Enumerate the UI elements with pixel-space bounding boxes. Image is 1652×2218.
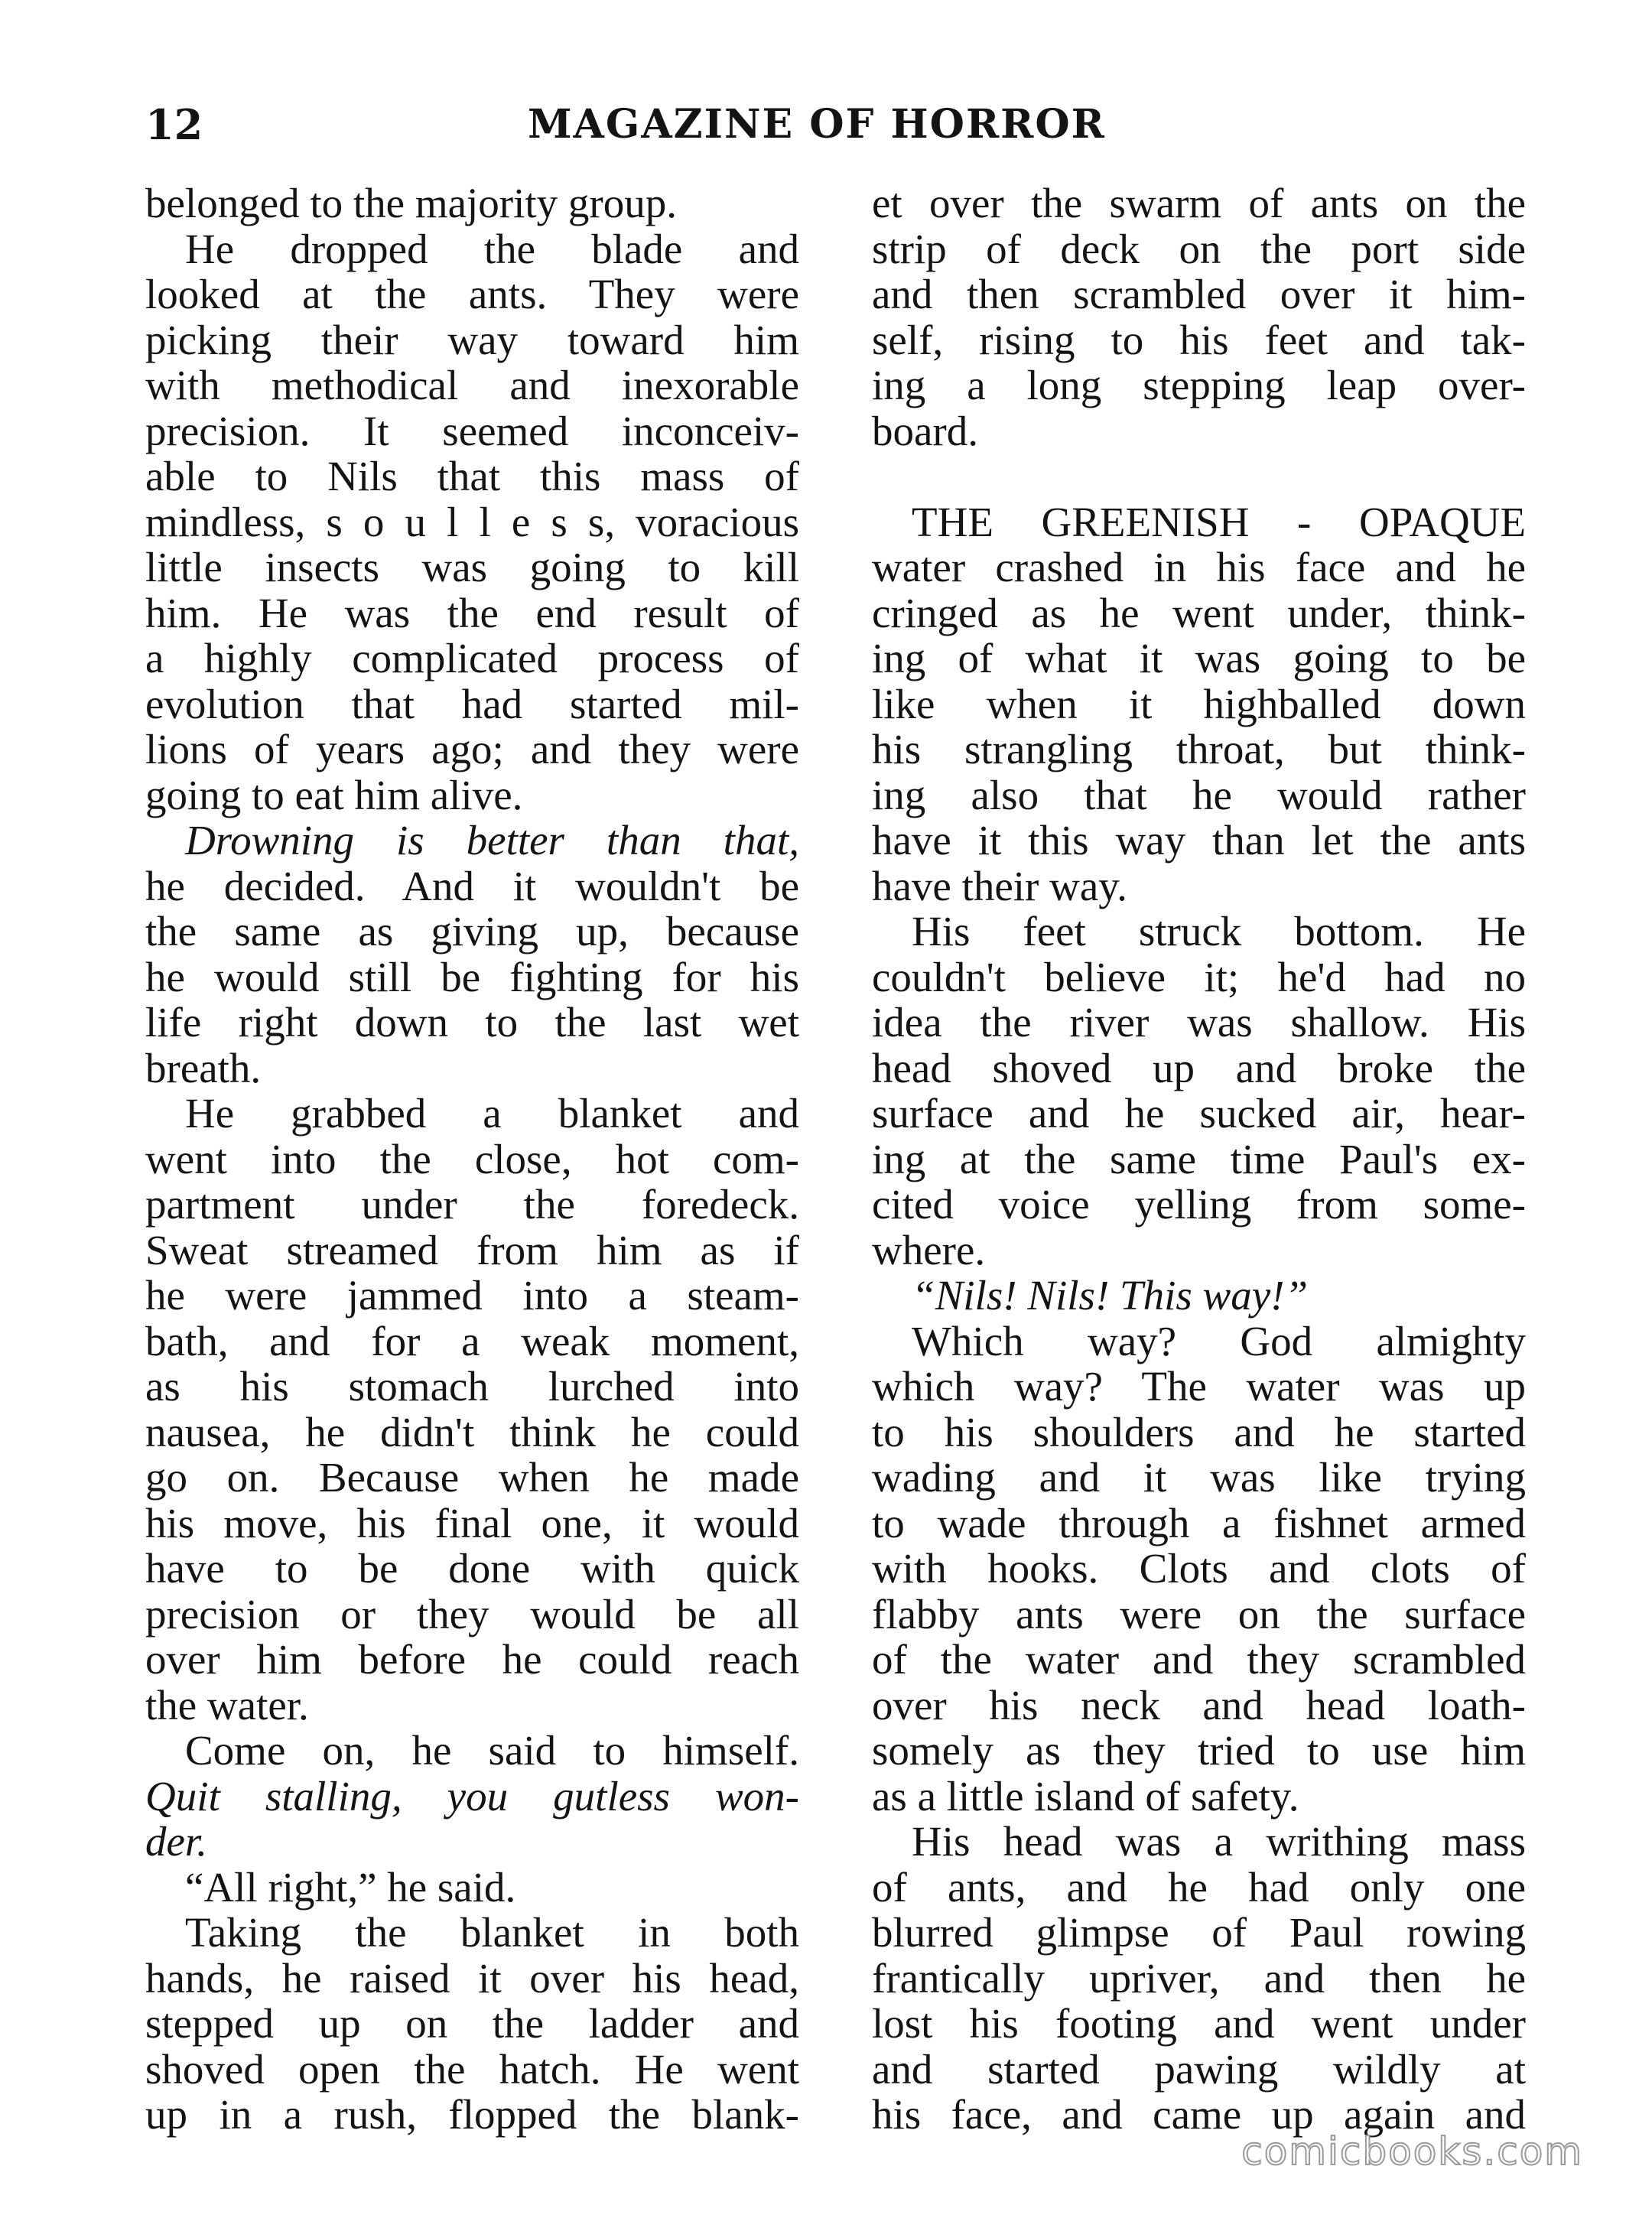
text-line: flabby ants were on the surface: [872, 1590, 1526, 1637]
text-line: over his neck and head loath-: [872, 1681, 1526, 1729]
text-line: able to Nils that this mass of: [145, 453, 799, 499]
text-line: breath.: [145, 1044, 262, 1091]
text-line: ing of what it was going to be: [872, 635, 1526, 681]
text-line: blurred glimpse of Paul rowing: [872, 1909, 1526, 1956]
text-line: couldn't believe it; he'd had no: [872, 953, 1526, 1000]
text-line: lost his footing and went under: [872, 2000, 1526, 2047]
text-line: strip of deck on the port side: [872, 225, 1526, 272]
text-line: [872, 454, 1526, 499]
text-line: of the water and they scrambled: [872, 1636, 1526, 1683]
text-line: frantically upriver, and then he: [872, 1954, 1526, 2002]
text-line: cringed as he went under, think-: [872, 589, 1526, 636]
text-line: went into the close, hot com-: [145, 1135, 799, 1182]
text-line: Taking the blanket in both: [185, 1909, 799, 1956]
right-text-column: [872, 180, 1526, 2138]
text-line: and then scrambled over it him-: [872, 271, 1526, 317]
text-line: idea the river was shallow. His: [872, 999, 1526, 1046]
text-line: picking their way toward him: [145, 316, 799, 363]
watermark-logo: comicbooks.com: [1241, 2129, 1583, 2174]
text-line: which way? The water was up: [872, 1363, 1526, 1410]
running-title: MAGAZINE OF HORROR: [528, 101, 1106, 148]
text-line: his face, and came up again and: [872, 2091, 1526, 2138]
text-line: have it this way than let the ants: [872, 817, 1526, 863]
text-line: His feet struck bottom. He: [912, 908, 1526, 955]
text-line: surface and he sucked air, hear-: [872, 1090, 1526, 1137]
text-line: somely as they tried to use him: [872, 1727, 1526, 1774]
text-line: mindless, s o u l l e s s, voracious: [145, 498, 799, 545]
text-line: precision or they would be all: [145, 1590, 799, 1637]
text-line: his strangling throat, but think-: [872, 726, 1526, 772]
text-line: and started pawing wildly at: [872, 2045, 1526, 2093]
text-line: He grabbed a blanket and: [185, 1090, 799, 1137]
text-line: wading and it was like trying: [872, 1454, 1526, 1501]
text-line: looked at the ants. They were: [145, 271, 799, 317]
text-line: have to be done with quick: [145, 1545, 799, 1592]
text-line: like when it highballed down: [872, 680, 1526, 727]
text-line: cited voice yelling from some-: [872, 1181, 1526, 1228]
text-line: his move, his final one, it would: [145, 1499, 799, 1546]
text-line: he would still be fighting for his: [145, 953, 799, 1000]
text-line: evolution that had started mil-: [145, 680, 799, 727]
text-line: ing at the same time Paul's ex-: [872, 1135, 1526, 1182]
text-line: shoved open the hatch. He went: [145, 2045, 799, 2093]
text-line: Drowning is better than that,: [185, 817, 799, 863]
text-line: with hooks. Clots and clots of: [872, 1545, 1526, 1592]
text-line: where.: [872, 1226, 986, 1273]
text-line: stepped up on the ladder and: [145, 2000, 799, 2047]
page-header: [145, 98, 1522, 159]
text-line: lions of years ago; and they were: [145, 726, 799, 772]
text-line: self, rising to his feet and tak-: [872, 316, 1526, 363]
text-line: Quit stalling, you gutless won-: [145, 1772, 799, 1820]
text-line: “Nils! Nils! This way!”: [912, 1272, 1309, 1319]
text-line: “All right,” he said.: [185, 1863, 516, 1911]
text-line: as a little island of safety.: [872, 1772, 1299, 1820]
text-line: He dropped the blade and: [185, 225, 799, 272]
text-line: et over the swarm of ants on the: [872, 180, 1526, 226]
text-line: him. He was the end result of: [145, 589, 799, 636]
text-line: THE GREENISH - OPAQUE: [912, 498, 1526, 545]
text-line: he decided. And it wouldn't be: [145, 862, 799, 909]
text-line: a highly complicated process of: [145, 635, 799, 681]
text-line: life right down to the last wet: [145, 999, 799, 1046]
text-line: partment under the foredeck.: [145, 1181, 799, 1228]
text-line: to wade through a fishnet armed: [872, 1499, 1526, 1546]
text-line: belonged to the majority group.: [145, 180, 677, 226]
left-text-column: [145, 180, 799, 2138]
text-line: the water.: [145, 1681, 309, 1729]
text-line: ing a long stepping leap over-: [872, 362, 1526, 408]
text-line: have their way.: [872, 862, 1127, 909]
text-line: he were jammed into a steam-: [145, 1272, 799, 1319]
text-line: Which way? God almighty: [912, 1317, 1526, 1364]
text-line: water crashed in his face and he: [872, 544, 1526, 590]
text-line: Come on, he said to himself.: [185, 1727, 799, 1774]
page-number: 12: [145, 100, 203, 149]
text-line: go on. Because when he made: [145, 1454, 799, 1501]
text-line: with methodical and inexorable: [145, 362, 799, 408]
text-line: bath, and for a weak moment,: [145, 1317, 799, 1364]
text-line: over him before he could reach: [145, 1636, 799, 1683]
text-line: up in a rush, flopped the blank-: [145, 2091, 799, 2138]
text-line: der.: [145, 1818, 207, 1865]
text-line: going to eat him alive.: [145, 771, 523, 818]
text-line: His head was a writhing mass: [912, 1818, 1526, 1865]
text-line: as his stomach lurched into: [145, 1363, 799, 1410]
text-line: board.: [872, 407, 978, 454]
text-line: ing also that he would rather: [872, 771, 1526, 818]
text-line: to his shoulders and he started: [872, 1408, 1526, 1455]
text-line: of ants, and he had only one: [872, 1863, 1526, 1911]
text-line: nausea, he didn't think he could: [145, 1408, 799, 1455]
text-line: hands, he raised it over his head,: [145, 1954, 799, 2002]
text-line: little insects was going to kill: [145, 544, 799, 590]
text-line: the same as giving up, because: [145, 908, 799, 955]
text-line: precision. It seemed inconceiv-: [145, 407, 799, 454]
text-line: Sweat streamed from him as if: [145, 1226, 799, 1273]
text-line: head shoved up and broke the: [872, 1044, 1526, 1091]
